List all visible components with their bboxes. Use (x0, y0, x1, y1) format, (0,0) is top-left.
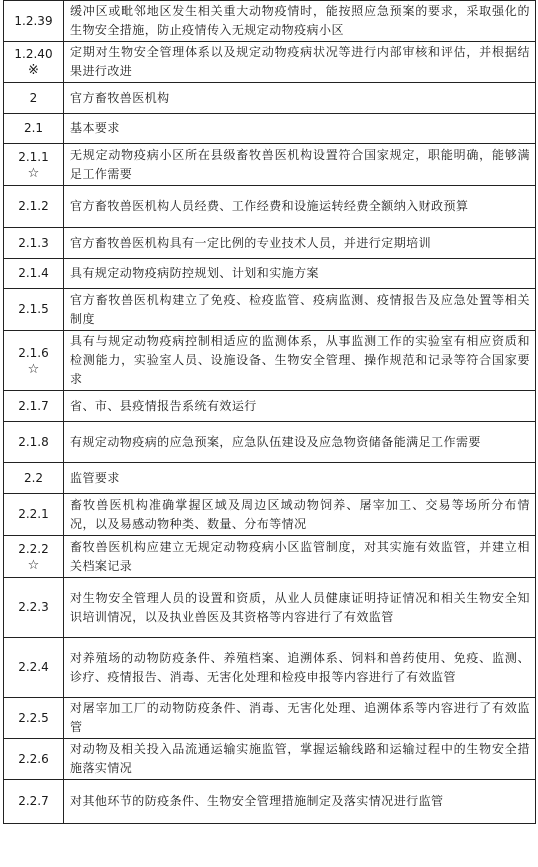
requirement-text: 省、市、县疫情报告系统有效运行 (64, 391, 536, 422)
clause-number-cell (4, 780, 64, 824)
table-row (4, 739, 536, 780)
table-row (4, 698, 536, 739)
table-row (4, 114, 536, 144)
table-row (4, 780, 536, 824)
table-row (4, 536, 536, 578)
reference-mark-icon: ※ (28, 63, 39, 78)
requirements-table (3, 0, 536, 824)
clause-number: 2.1.6 (18, 345, 49, 360)
requirement-text: 官方畜牧兽医机构建立了免疫、检疫监管、疫病监测、疫情报告及应急处置等相关制度 (64, 289, 536, 331)
clause-number: 2.1.8 (18, 434, 49, 449)
table-row (4, 186, 536, 228)
clause-number: 2.1.3 (18, 235, 49, 250)
requirement-text: 官方畜牧兽医机构 (64, 83, 536, 114)
requirement-text: 具有规定动物疫病防控规划、计划和实施方案 (64, 259, 536, 289)
table-row (4, 578, 536, 638)
table-row (4, 1, 536, 42)
requirement-text: 官方畜牧兽医机构具有一定比例的专业技术人员，并进行定期培训 (64, 228, 536, 259)
clause-number-cell (4, 638, 64, 698)
clause-number-cell (4, 422, 64, 463)
clause-number: 2.1.5 (18, 302, 49, 316)
requirement-text: 无规定动物疫病小区所在县级畜牧兽医机构设置符合国家规定，职能明确，能够满足工作需要 (64, 144, 536, 186)
clause-number-cell (4, 536, 64, 578)
clause-number: 2.1.2 (18, 199, 49, 213)
clause-number: 2.1 (23, 121, 44, 135)
clause-number: 2.2.2 (18, 541, 49, 556)
requirement-text: 具有与规定动物疫病控制相适应的监测体系，从事监测工作的实验室有相应资质和检测能力，实验室人员、设施设备、生物安全管理、操作规范和记录等符合国家要求 (64, 331, 536, 391)
requirements-table-body (4, 1, 536, 824)
clause-number-cell (4, 228, 64, 259)
clause-number-cell (4, 494, 64, 536)
key-item-star-icon: ☆ (27, 557, 40, 573)
table-row (4, 391, 536, 422)
clause-number-cell (4, 289, 64, 331)
clause-number-cell (4, 83, 64, 114)
clause-number: 2.1.1 (18, 149, 49, 164)
clause-number-cell (4, 1, 64, 42)
table-row (4, 144, 536, 186)
requirement-text: 对养殖场的动物防疫条件、养殖档案、追溯体系、饲料和兽药使用、免疫、监测、诊疗、疫情报告、消毒、无害化处理和检疫申报等内容进行了有效监管 (64, 638, 536, 698)
clause-number-cell (4, 391, 64, 422)
requirement-text: 有规定动物疫病的应急预案，应急队伍建设及应急物资储备能满足工作需要 (64, 422, 536, 463)
clause-number-cell (4, 186, 64, 228)
table-row (4, 638, 536, 698)
clause-number-cell (4, 578, 64, 638)
clause-number: 2.2.1 (18, 507, 49, 521)
clause-number-cell (4, 739, 64, 780)
clause-number: 2.2.6 (18, 751, 49, 766)
clause-number: 2.1.7 (18, 398, 49, 413)
table-row (4, 331, 536, 391)
requirement-text: 定期对生物安全管理体系以及规定动物疫病状况等进行内部审核和评估，并根据结果进行改进 (64, 42, 536, 83)
requirement-text: 缓冲区或毗邻地区发生相关重大动物疫情时，能按照应急预案的要求，采取强化的生物安全措施，防止疫情传入无规定动物疫病小区 (64, 1, 536, 42)
table-row (4, 289, 536, 331)
requirement-text: 畜牧兽医机构准确掌握区域及周边区域动物饲养、屠宰加工、交易等场所分布情况，以及易感动物种类、数量、分布等情况 (64, 494, 536, 536)
clause-number-cell (4, 42, 64, 83)
clause-number-cell (4, 463, 64, 494)
table-row (4, 463, 536, 494)
clause-number-cell (4, 114, 64, 144)
clause-number: 1.2.40 (14, 47, 53, 61)
requirement-text: 监管要求 (64, 463, 536, 494)
clause-number-cell (4, 331, 64, 391)
clause-number: 2.2.3 (18, 600, 49, 614)
clause-number-cell (4, 259, 64, 289)
requirement-text: 基本要求 (64, 114, 536, 144)
clause-number: 2.2 (23, 470, 44, 485)
requirement-text: 对屠宰加工厂的动物防疫条件、消毒、无害化处理、追溯体系等内容进行了有效监管 (64, 698, 536, 739)
clause-number: 1.2.39 (14, 13, 53, 28)
clause-number-cell (4, 144, 64, 186)
clause-number-cell (4, 698, 64, 739)
table-row (4, 259, 536, 289)
requirement-text: 对其他环节的防疫条件、生物安全管理措施制定及落实情况进行监管 (64, 780, 536, 824)
table-row (4, 494, 536, 536)
table-row (4, 422, 536, 463)
requirement-text: 对生物安全管理人员的设置和资质，从业人员健康证明持证情况和相关生物安全知识培训情况，以及执业兽医及其资格等内容进行了有效监管 (64, 578, 536, 638)
key-item-star-icon: ☆ (27, 361, 40, 377)
table-row (4, 83, 536, 114)
requirement-text: 官方畜牧兽医机构人员经费、工作经费和设施运转经费全额纳入财政预算 (64, 186, 536, 228)
requirement-text: 对动物及相关投入品流通运输实施监管，掌握运输线路和运输过程中的生物安全措施落实情况 (64, 739, 536, 780)
clause-number: 2 (29, 90, 38, 105)
clause-number: 2.2.4 (18, 660, 49, 674)
clause-number: 2.1.4 (18, 266, 49, 280)
table-row (4, 42, 536, 83)
clause-number: 2.2.5 (18, 710, 49, 725)
table-row (4, 228, 536, 259)
clause-number: 2.2.7 (18, 794, 49, 808)
key-item-star-icon: ☆ (27, 165, 40, 181)
requirement-text: 畜牧兽医机构应建立无规定动物疫病小区监管制度，对其实施有效监管，并建立相关档案记录 (64, 536, 536, 578)
